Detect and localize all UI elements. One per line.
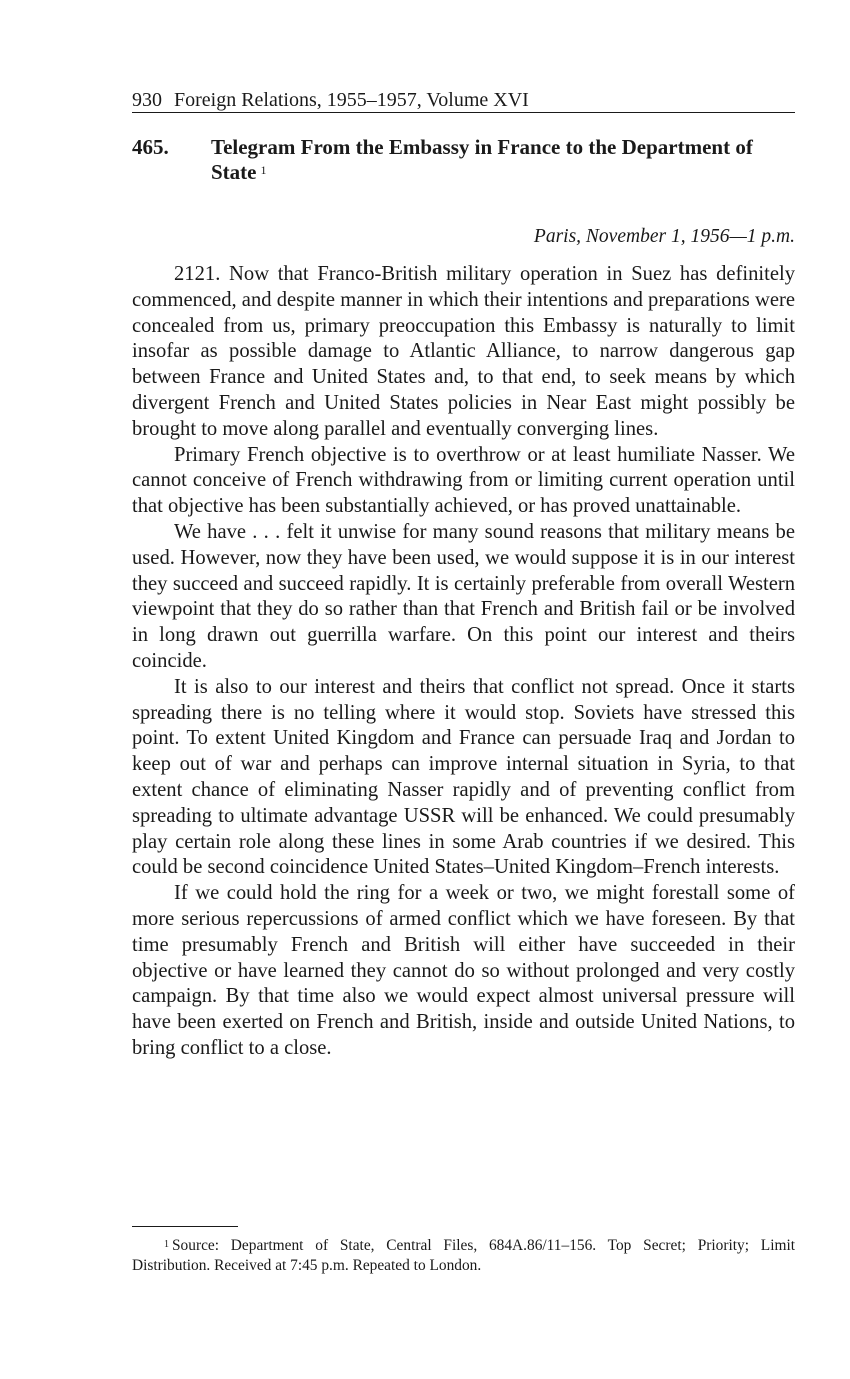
document-heading (132, 135, 795, 185)
paragraph: Primary French objective is to overthrow or at least humiliate Nasser. We cannot conceive of French withdrawing from or limiting current operation until that objective has been substantially achieved, or has proved unattainable. (132, 443, 795, 518)
footnote-reference: 1 (260, 163, 267, 177)
paragraph: It is also to our interest and theirs that conflict not spread. Once it starts spreading there is no telling where it would stop. Soviets have stressed this point. To extent United Kingdom and France can persuade Iraq and Jordan to keep out of war and perhaps can improve internal situation in Syria, to that extent chance of eliminating Nasser rapidly and of preventing conflict from spreading to ultimate advantage USSR will be enhanced. We could presumably play certain role along these lines in some Arab countries if we desired. This could be second coincidence United States–United Kingdom–French interests. (132, 675, 795, 879)
footnote (132, 1236, 795, 1276)
footnote-marker: 1 (164, 1239, 169, 1250)
document-title: Telegram From the Embassy in France to the Department of State (211, 135, 753, 184)
footnote-text: Source: Department of State, Central Files, 684A.86/11–156. Top Secret; Priority; Limit Distribution. Received at 7:45 p.m. Repeated to London. (132, 1237, 795, 1274)
footnote-divider (132, 1226, 238, 1227)
telegram-body (132, 262, 795, 1062)
volume-title: Foreign Relations, 1955–1957, Volume XVI (174, 89, 529, 111)
running-head (132, 88, 795, 113)
paragraph: 2121. Now that Franco-British military operation in Suez has definitely commenced, and despite manner in which their intentions and preparations were concealed from us, primary preoccupation this Embassy is naturally to limit insofar as possible damage to Atlantic Alliance, to narrow dangerous gap between France and United States and, to that end, to seek means by which divergent French and United States policies in Near East might possibly be brought to move along parallel and eventually converging lines. (132, 263, 795, 440)
page-number: 930 (132, 89, 162, 111)
document-number: 465. (132, 135, 169, 159)
dateline: Paris, November 1, 1956—1 p.m. (533, 226, 795, 247)
document-title-block (211, 135, 795, 185)
paragraph: We have . . . felt it unwise for many sound reasons that military means be used. However, now they have been used, we would suppose it is in our interest they succeed and succeed rapidly. It is certainly preferable from overall Western viewpoint that they do so rather than that French and British fail or be involved in long drawn out guerrilla warfare. On this point our interest and theirs coincide. (132, 520, 795, 672)
paragraph: If we could hold the ring for a week or two, we might forestall some of more serious repercussions of armed conflict which we have foreseen. By that time presumably French and British will either have succeeded in their objective or have learned they cannot do so without prolonged and very costly campaign. By that time also we would expect almost universal pressure will have been exerted on French and British, inside and outside United Nations, to bring conflict to a close. (132, 882, 795, 1059)
